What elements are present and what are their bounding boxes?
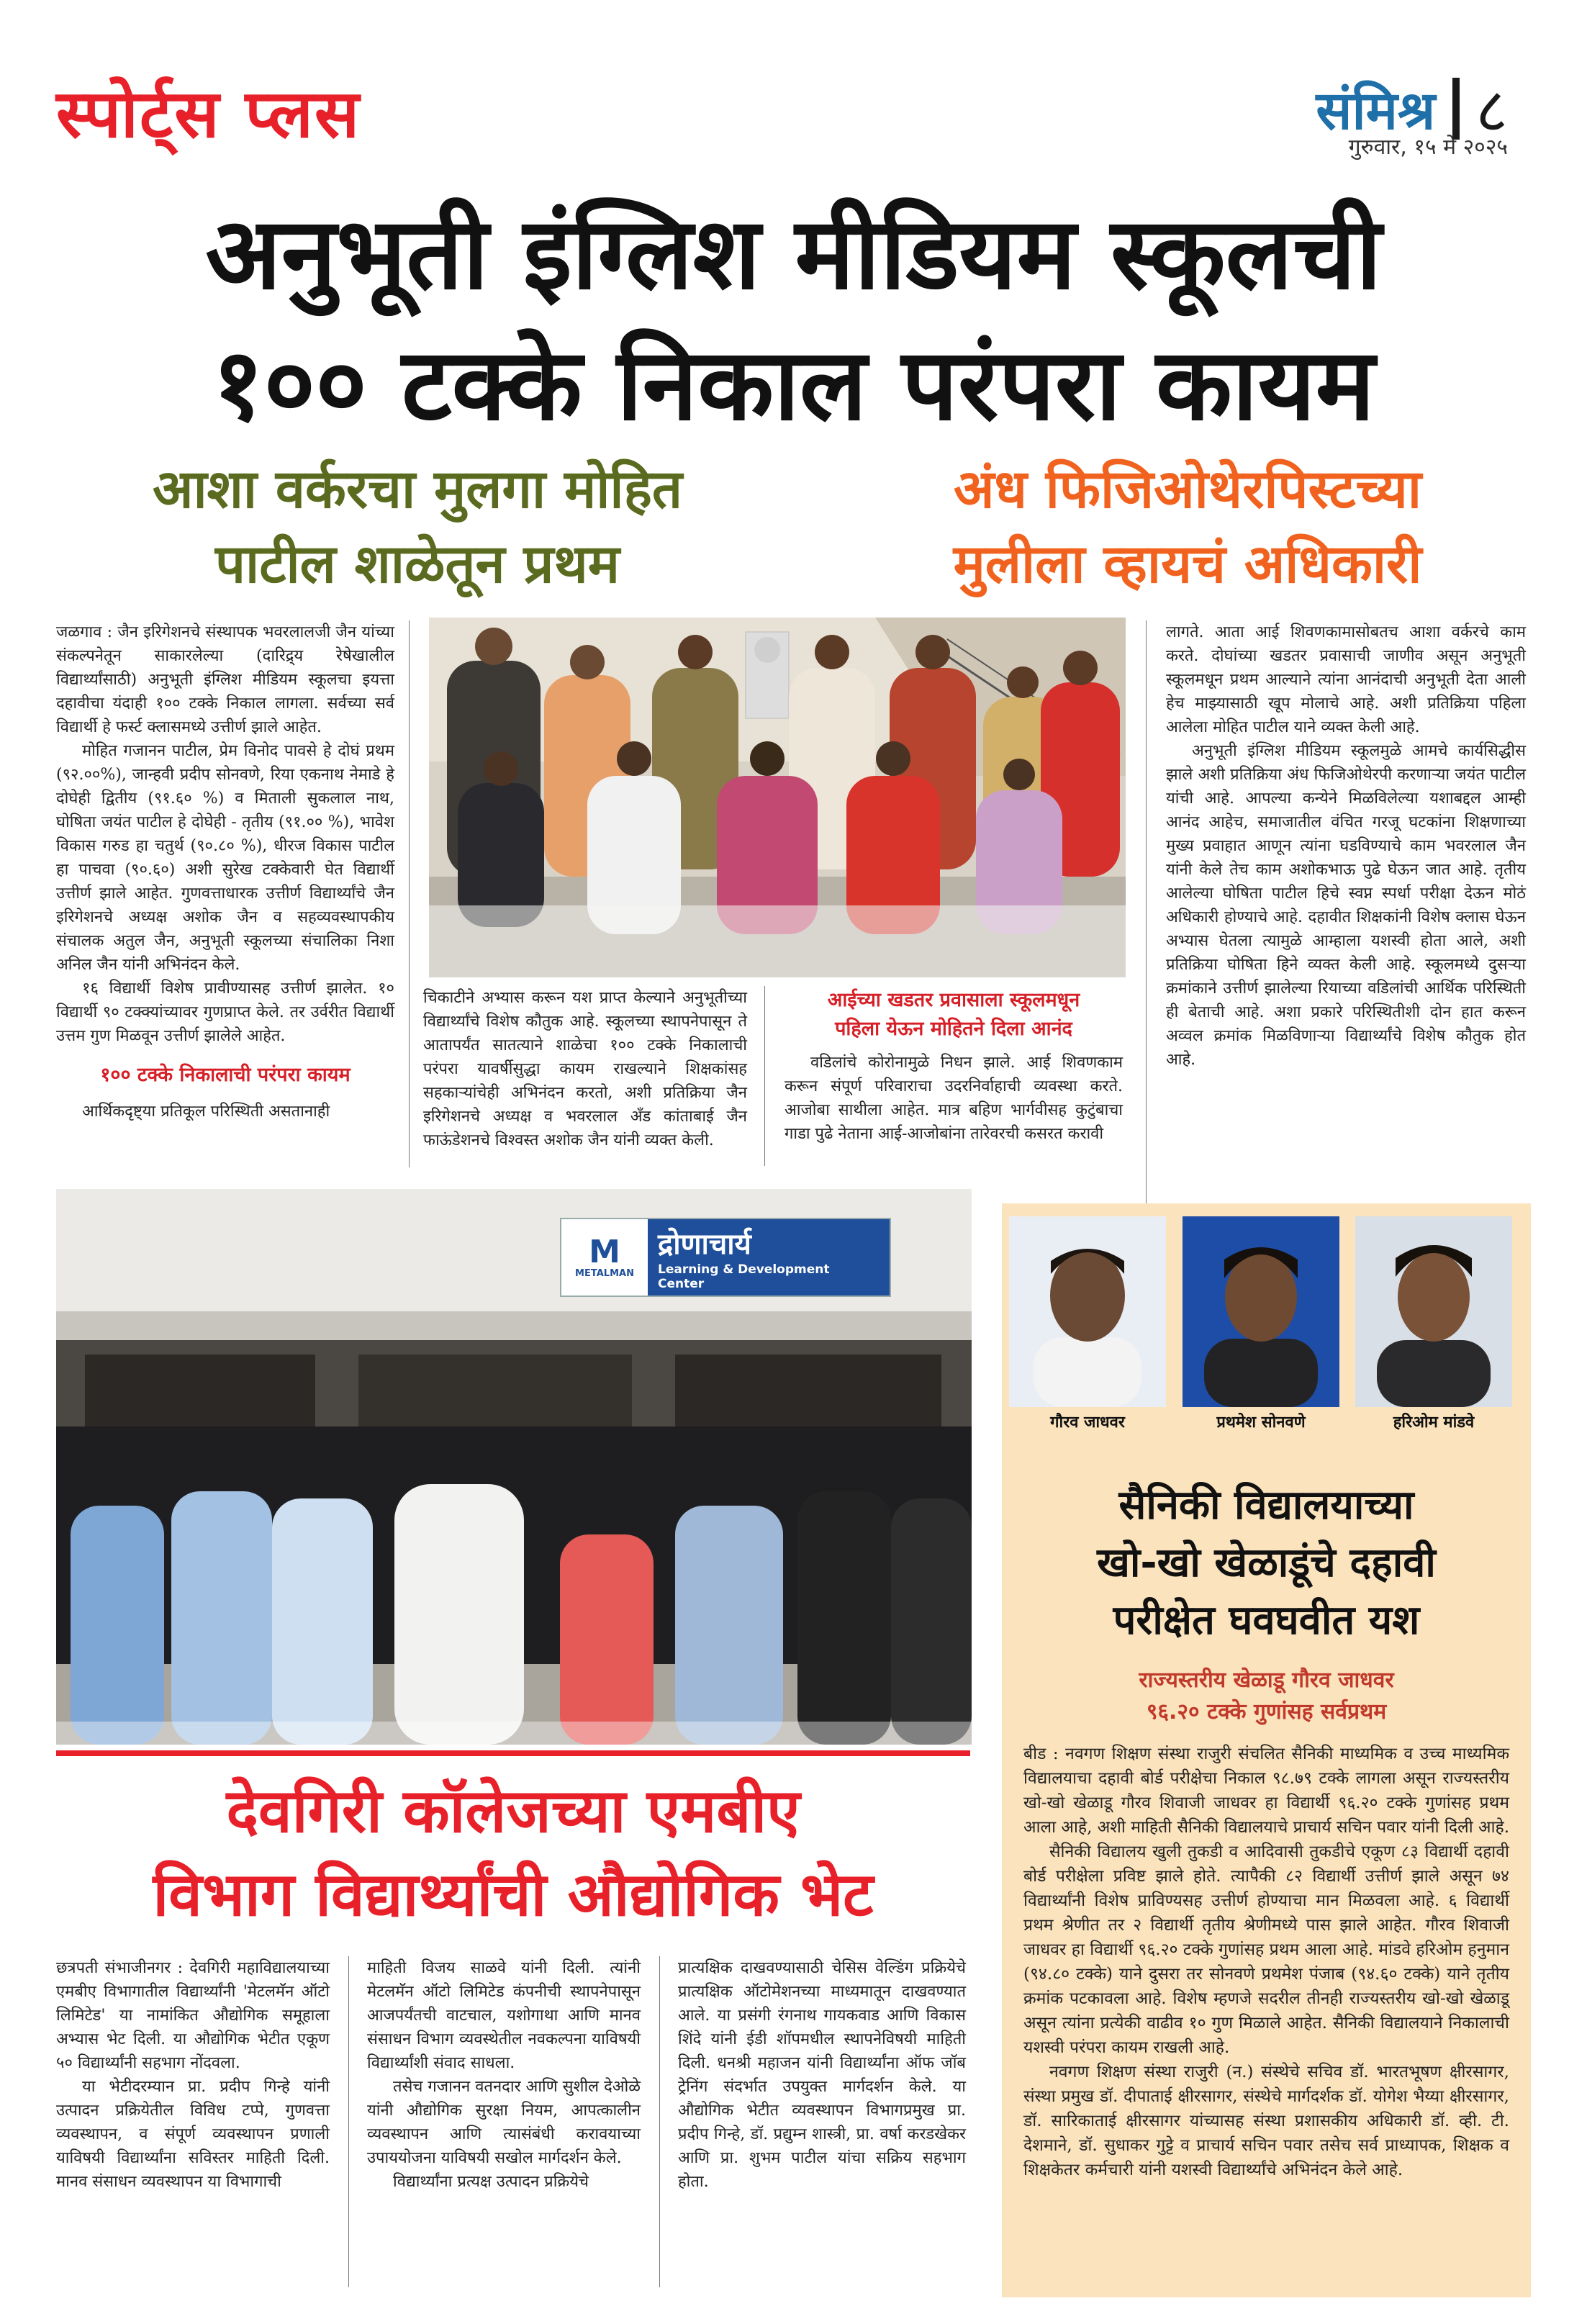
column-rule — [409, 620, 410, 1167]
paragraph: लागते. आता आई शिवणकामासोबतच आशा वर्करचे काम करते. दोघांच्या खडतर प्रवासाची जाणीव असून अनुभूती स्कूलमधून प्रथम आल्याने त्यांना आनंदाची अनुभूती देता आली हेच माझ्यासाठी खूप मोलाचे आहे. अशी प्रतिक्रिया पहिला आलेला मोहित पाटील याने व्यक्त केली आहे. — [1166, 623, 1526, 736]
bottom-headline — [56, 1769, 970, 1936]
section-name: संमिश्र — [1316, 80, 1436, 142]
portrait-photo — [1355, 1216, 1512, 1407]
bottom-headline-line1: देवगिरी कॉलेजच्या एमबीए — [226, 1776, 800, 1846]
main-story-column-4 — [1166, 620, 1526, 1254]
dateline: गुरुवार, १५ मे २०२५ — [1348, 135, 1508, 160]
column-rule — [1146, 620, 1147, 1254]
group-photo-students — [429, 618, 1126, 977]
portrait-caption: हरिओम मांडवे — [1393, 1414, 1475, 1432]
metalman-logo: M METALMAN — [575, 1233, 634, 1279]
paragraph: आर्थिकदृष्ट्या प्रतिकूल परिस्थिती असतानाही — [82, 1103, 330, 1121]
sign-subtitle: Learning & Development Center — [658, 1262, 830, 1291]
paragraph: मोहित गजानन पाटील, प्रेम विनोद पावसे हे दोघं प्रथम (९२.००%), जान्हवी प्रदीप सोनवणे, रिया एकनाथ नेमाडे हे दोघेही द्वितीय (९१.६० %) व मिताली सुकलाल नाथ, घोषिता जयंत पाटील हे दोघेही - तृतीय (९१.०० %), भावेश विकास गरुड हा चतुर्थ (९०.८० %), धीरज विकास पाटील हा पाचवा (९०.६०) अशी सुरेख टक्केवारी घेत विद्यार्थी उत्तीर्ण झाले आहेत. गुणवत्ताधारक उत्तीर्ण विद्यार्थ्यांचे जैन इरिगेशनचे अध्यक्ष अशोक जैन व सहव्यवस्थापकीय संचालक अतुल जैन, अनुभूती स्कूलच्या संचालिका निशा अनिल जैन यांनी अभिनंदन केले. — [56, 742, 394, 974]
sidebar-headline-line1: सैनिकी विद्यालयाच्या — [1118, 1482, 1414, 1529]
paragraph: जळगाव : जैन इरिगेशनचे संस्थापक भवरलालजी जैन यांच्या संकल्पनेतून साकारलेल्या (दारिद्र्य रेषेखालील विद्यार्थ्यांसाठी) अनुभूती इंग्लिश मीडियम स्कूलचा इयत्ता दहावीचा यंदाही १०० टक्के निकाल लागला. सर्वच्या सर्व विद्यार्थी हे फर्स्ट क्लासमध्ये उत्तीर्ण झाले आहेत. — [56, 623, 394, 736]
paragraph: छत्रपती संभाजीनगर : देवगिरी महाविद्यालयाच्या एमबीए विभागातील विद्यार्थ्यांनी 'मेटलमॅन ऑटो लिमिटेड' या नामांकित औद्योगिक समूहाला अभ्यास भेट दिली. या औद्योगिक भेटीत एकूण ५० विद्यार्थ्यांनी सहभाग नोंदवला. — [56, 1959, 330, 2072]
sidebar-subhead-1: राज्यस्तरीय खेळाडू गौरव जाधवर — [1139, 1668, 1394, 1693]
paragraph: या भेटीदरम्यान प्रा. प्रदीप गिन्हे यांनी उत्पादन प्रक्रियेतील विविध टप्पे, गुणवत्ता व्यवस्थापन, व संपूर्ण व्यवस्थापन प्रणाली याविषयी विद्यार्थ्यांना सविस्तर माहिती दिली. मानव संसाधन व्यवस्थापन या विभागाची — [56, 2078, 330, 2191]
paragraph: सैनिकी विद्यालय खुली तुकडी व आदिवासी तुकडीचे एकूण ८३ विद्यार्थी दहावी बोर्ड परीक्षेला प्रविष्ट झाले होते. त्यापैकी ८२ विद्यार्थी उत्तीर्ण झाले असून ७४ विद्यार्थ्यांनी विशेष प्राविण्यसह उत्तीर्ण होण्याचा मान मिळवला आहे. ६ विद्यार्थी प्रथम श्रेणीत तर २ विद्यार्थी तृतीय श्रेणीमध्ये पास झाले आहेत. गौरव शिवाजी जाधवर हा विद्यार्थी ९६.२० टक्के गुणांसह प्रथम आला आहे. मांडवे हरिओम हनुमान (९४.८० टक्के) याने दुसरा तर सोनवणे प्रथमेश पंजाब (९४.६० टक्के) याने तृतीय क्रमांक पटकावला आहे. विशेष म्हणजे सदरील तीनही राज्यस्तरीय खो-खो खेळाडू असून त्यांना प्रत्येकी वाढीव १० गुण मिळाले आहेत. सैनिकी विद्यालयाने निकालाची यशस्वी परंपरा कायम राखली आहे. — [1023, 1843, 1509, 2057]
main-story-column-3 — [785, 986, 1123, 1166]
bottom-story-column-2 — [367, 1956, 641, 2287]
main-headline-line1: अनुभूती इंग्लिश मीडियम स्कूलची — [205, 196, 1382, 312]
paragraph: चिकाटीने अभ्यास करून यश प्राप्त केल्याने अनुभूतीच्या विद्यार्थ्यांचे विशेष कौतुक आहे. स्कूलच्या स्थापनेपासून ते आतापर्यंत सातत्याने शाळेचा १०० टक्के निकालाची परंपरा यावर्षीसुद्धा कायम राखल्याने शिक्षकांसह सहकाऱ्यांचेही अभिनंदन करतो, अशी प्रतिक्रिया जैन इरिगेशनचे अध्यक्ष व भवरलाल अँड कांताबाई जैन फाऊंडेशनचे विश्वस्त अशोक जैन यांनी व्यक्त केली. — [423, 989, 747, 1149]
sidebar-headline-line2: खो-खो खेळाडूंचे दहावी — [1097, 1539, 1436, 1586]
sign-title: द्रोणाचार्य — [658, 1228, 751, 1261]
main-headline-line2: १०० टक्के निकाल परंपरा कायम — [212, 327, 1375, 443]
sidebar-subhead-2: ९६.२० टक्के गुणांसह सर्वप्रथम — [1146, 1699, 1387, 1724]
sidebar-headline-line3: परीक्षेत घवघवीत यश — [1113, 1597, 1420, 1644]
bottom-story-column-3 — [678, 1956, 966, 2287]
portrait-caption: प्रथमेश सोनवणे — [1216, 1414, 1306, 1432]
page-number: ८ — [1475, 75, 1508, 147]
main-story-column-2 — [423, 986, 747, 1159]
paragraph: विद्यार्थ्यांना प्रत्यक्ष उत्पादन प्रक्रियेचे — [393, 2173, 589, 2191]
subheadline-right-line2: मुलीला व्हायचं अधिकारी — [953, 533, 1422, 595]
paragraph: प्रात्यक्षिक दाखवण्यासाठी चेसिस वेल्डिंग प्रक्रियेचे प्रात्यक्षिक ऑटोमेशनच्या माध्यमातून दाखवण्यात आले. या प्रसंगी रंगनाथ गायकवाड आणि विकास शिंदे यांनी ईडी शॉपमधील स्थापनेविषयी माहिती दिली. धनश्री महाजन यांनी विद्यार्थ्यांना ऑफ जॉब ट्रेनिंग संदर्भात उपयुक्त मार्गदर्शन केले. या औद्योगिक भेटीत व्यवस्थापन विभागप्रमुख प्रा. प्रदीप गिन्हे, डॉ. प्रद्युम्न शास्त्री, प्रा. वर्षा करडखेकर आणि प्रा. शुभम पाटील यांचा सक्रिय सहभाग होता. — [678, 1959, 966, 2191]
sidebar-headline — [1002, 1477, 1531, 1650]
subhead-mother-line1: आईच्या खडतर प्रवासाला स्कूलमधून — [827, 989, 1080, 1011]
subhead-tradition: १०० टक्के निकालाची परंपरा कायम — [100, 1064, 351, 1086]
sidebar-body — [1023, 1742, 1509, 2182]
paragraph: माहिती विजय साळवे यांनी दिली. त्यांनी मेटलमॅन ऑटो लिमिटेड कंपनीची स्थापनेपासून आजपर्यंतची वाटचाल, यशोगाथा आणि मानव संसाधन विभाग व्यवस्थेतील नवकल्पना याविषयी विद्यार्थ्यांशी संवाद साधला. — [367, 1959, 641, 2072]
paragraph: तसेच गजानन वतनदार आणि सुशील देओळे यांनी औद्योगिक सुरक्षा नियम, आपत्कालीन व्यवस्थापन आणि त्यासंबंधी करावयाच्या उपाययोजना याविषयी सखोल मार्गदर्शन केले. — [367, 2078, 641, 2167]
paragraph: वडिलांचे कोरोनामुळे निधन झाले. आई शिवणकाम करून संपूर्ण परिवाराचा उदरनिर्वाहाची व्यवस्था करते. आजोबा साथीला आहेत. मात्र बहिण भार्गवीसह कुटुंबाचा गाडा पुढे नेताना आई-आजोबांना तारेवरची कसरत करावी — [785, 1054, 1123, 1143]
subheadline-right-line1: अंध फिजिओथेरपिस्टच्या — [953, 458, 1422, 520]
main-story-column-1 — [56, 620, 394, 1182]
section-divider — [1452, 78, 1460, 140]
group-photo-industrial-visit — [56, 1189, 972, 1745]
brand-logo: स्पोर्ट्स प्लस — [56, 76, 361, 153]
paragraph: अनुभूती इंग्लिश मीडियम स्कूलमुळे आमचे कार्यसिद्धीस झाले अशी प्रतिक्रिया अंध फिजिओथेरपी करणाऱ्या जयंत पाटील यांची आहे. आपल्या कन्येने मिळविलेल्या यशाबद्दल आम्ही आनंद आहेच, समाजातील वंचित गरजू घटकांना शिक्षणाच्या मुख्य प्रवाहात आणून त्यांना घडविण्याचे काम भवरलाल जैन यांनी केले तेच काम अशोकभाऊ पुढे घेऊन जात आहे. तृतीय आलेल्या घोषिता पाटील हिचे स्वप्न स्पर्धा परीक्षा देऊन मोठं अधिकारी होण्याचे आहे. दहावीत शिक्षकांनी विशेष क्लास घेऊन अभ्यास घेतला त्यामुळे आम्हाला यशस्वी होता आले, अशी प्रतिक्रिया घोषिता हिने व्यक्त केली आहे. स्कूलमध्ये दुसऱ्या क्रमांकाने उत्तीर्ण झालेल्या रियाच्या वडिलांची आर्थिक परिस्थिती ही बेताची आहे. अशा प्रकारे परिस्थितीशी दोन हात करून अव्वल क्रमांक मिळविणाऱ्या विद्यार्थ्यांचे विशेष कौतुक होत आहे. — [1166, 742, 1526, 1069]
paragraph: १६ विद्यार्थी विशेष प्रावीण्यासह उत्तीर्ण झालेत. १० विद्यार्थी ९० टक्क्यांच्यावर गुणप्राप्त केले. तर उर्वरीत विद्यार्थी उत्तम गुण मिळवून उत्तीर्ण झालेले आहेत. — [56, 980, 394, 1045]
column-rule — [348, 1956, 349, 2287]
subheadline-left-line1: आशा वर्करचा मुलगा मोहित — [152, 458, 683, 520]
subheadline-right — [849, 452, 1526, 602]
bottom-headline-line2: विभाग विद्यार्थ्यांची औद्योगिक भेट — [153, 1859, 874, 1930]
subheadline-left-line2: पाटील शाळेतून प्रथम — [215, 533, 620, 595]
portrait-photo — [1183, 1216, 1339, 1407]
dronacharya-sign — [560, 1218, 891, 1297]
portrait-photo — [1009, 1216, 1166, 1407]
subhead-mother-line2: पहिला येऊन मोहितने दिला आनंद — [835, 1018, 1072, 1040]
paragraph: नवगण शिक्षण संस्था राजुरी (न.) संस्थेचे सचिव डॉ. भारतभूषण क्षीरसागर, संस्था प्रमुख डॉ. दीपाताई क्षीरसागर, संस्थेचे मार्गदर्शक डॉ. योगेश भैय्या क्षीरसागर, डॉ. सारिकाताई क्षीरसागर यांच्यासह संस्था प्रशासकीय अधिकारी डॉ. व्ही. टी. देशमाने, डॉ. सुधाकर गुट्टे व प्राचार्य सचिन पवार तसेच सर्व प्राध्यापक, शिक्षक व शिक्षकेतर कर्मचारी यांनी यशस्वी विद्यार्थ्यांचे अभिनंदन केले आहे. — [1023, 2063, 1509, 2179]
subhead-mother — [785, 986, 1123, 1044]
column-rule — [764, 986, 765, 1166]
main-headline — [0, 189, 1587, 451]
column-rule — [659, 1956, 660, 2287]
paragraph: बीड : नवगण शिक्षण संस्था राजुरी संचलित सैनिकी माध्यमिक व उच्च माध्यमिक विद्यालयाचा दहावी बोर्ड परीक्षेचा निकाल ९८.७९ टक्के लागला असून राज्यस्तरीय खो-खो खेळाडू गौरव शिवाजी जाधवर हा विद्यार्थी ९६.२० टक्के गुणांसह प्रथम आला आहे, अशी माहिती सैनिकी विद्यालयाचे प्राचार्य सचिन पवार यांनी दिली आहे. — [1023, 1745, 1510, 1837]
subheadline-left — [108, 452, 727, 602]
headline-rule — [56, 1750, 970, 1756]
bottom-story-column-1 — [56, 1956, 330, 2287]
portrait-caption: गौरव जाधवर — [1050, 1414, 1125, 1432]
